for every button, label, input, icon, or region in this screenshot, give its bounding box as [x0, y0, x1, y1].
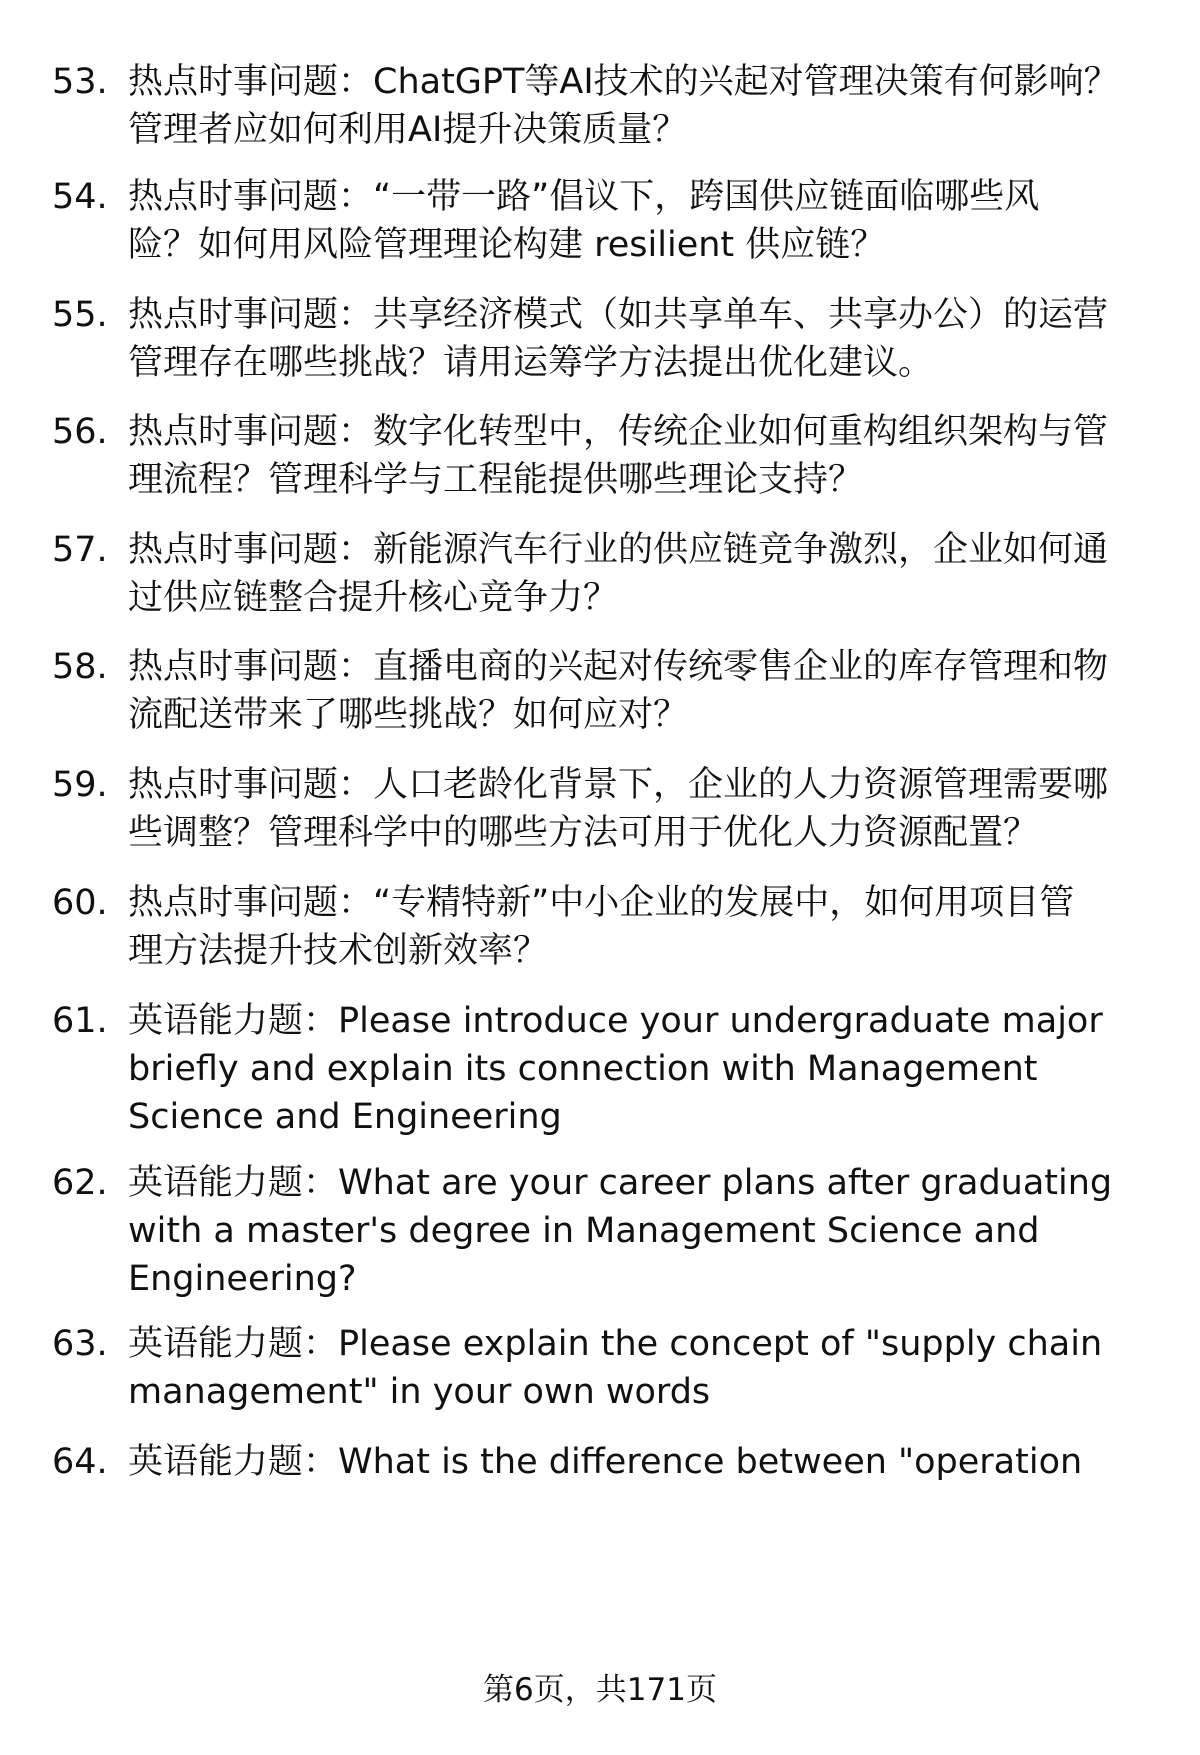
- question-text: [128, 879, 1138, 975]
- question-line: 热点时事问题：“一带一路”倡议下，跨国供应链面临哪些风: [128, 177, 1040, 217]
- question-line: 英语能力题：Please introduce your undergraduate major: [128, 1001, 1103, 1041]
- question-line: 过供应链整合提升核心竞争力？: [128, 578, 619, 618]
- question-line: 热点时事问题：“专精特新”中小企业的发展中，如何用项目管: [128, 883, 1075, 923]
- page-number-footer: 第6页，共171页: [483, 1672, 717, 1708]
- question-text: [128, 173, 1138, 269]
- question-number: 64.: [52, 1442, 108, 1482]
- question-text: [128, 1320, 1138, 1416]
- question-text: [128, 291, 1138, 387]
- question-number: 57.: [52, 530, 108, 570]
- question-number: 59.: [52, 765, 108, 805]
- question-text: [128, 1159, 1138, 1303]
- question-text: [128, 997, 1138, 1141]
- question-number: 62.: [52, 1163, 108, 1203]
- question-line: 英语能力题：What is the difference between "operation: [128, 1442, 1083, 1482]
- question-text: [128, 58, 1138, 154]
- question-line: 英语能力题：Please explain the concept of "supply chain: [128, 1324, 1103, 1364]
- question-number: 56.: [52, 412, 108, 452]
- question-line: 管理者应如何利用AI提升决策质量？: [128, 110, 688, 150]
- question-line: 管理存在哪些挑战？请用运筹学方法提出优化建议。: [128, 343, 934, 383]
- question-line: 热点时事问题：数字化转型中，传统企业如何重构组织架构与管: [128, 412, 1109, 452]
- question-line: 热点时事问题：ChatGPT等AI技术的兴起对管理决策有何影响？: [128, 62, 1119, 102]
- question-line: 热点时事问题：人口老龄化背景下，企业的人力资源管理需要哪: [128, 765, 1109, 805]
- question-line: 险？如何用风险管理理论构建 resilient 供应链？: [128, 225, 886, 265]
- question-text: [128, 761, 1138, 857]
- question-line: 热点时事问题：直播电商的兴起对传统零售企业的库存管理和物: [128, 647, 1109, 687]
- question-text: [128, 643, 1138, 739]
- question-text: [128, 408, 1138, 504]
- question-line: management" in your own words: [128, 1372, 711, 1412]
- question-number: 63.: [52, 1324, 108, 1364]
- question-line: 些调整？管理科学中的哪些方法可用于优化人力资源配置？: [128, 813, 1039, 853]
- question-line: Engineering?: [128, 1259, 357, 1299]
- question-line: with a master's degree in Management Science and: [128, 1211, 1040, 1251]
- question-number: 61.: [52, 1001, 108, 1041]
- question-line: Science and Engineering: [128, 1097, 562, 1137]
- question-number: 60.: [52, 883, 108, 923]
- question-number: 58.: [52, 647, 108, 687]
- question-number: 53.: [52, 62, 108, 102]
- question-text: [128, 1438, 1138, 1486]
- question-line: 流配送带来了哪些挑战？如何应对？: [128, 695, 689, 735]
- question-line: briefly and explain its connection with Management: [128, 1049, 1038, 1089]
- question-line: 理流程？管理科学与工程能提供哪些理论支持？: [128, 460, 864, 500]
- question-number: 54.: [52, 177, 108, 217]
- question-line: 理方法提升技术创新效率？: [128, 931, 549, 971]
- question-number: 55.: [52, 295, 108, 335]
- question-line: 热点时事问题：共享经济模式（如共享单车、共享办公）的运营: [128, 295, 1109, 335]
- question-line: 英语能力题：What are your career plans after graduating: [128, 1163, 1113, 1203]
- question-line: 热点时事问题：新能源汽车行业的供应链竞争激烈，企业如何通: [128, 530, 1109, 570]
- question-text: [128, 526, 1138, 622]
